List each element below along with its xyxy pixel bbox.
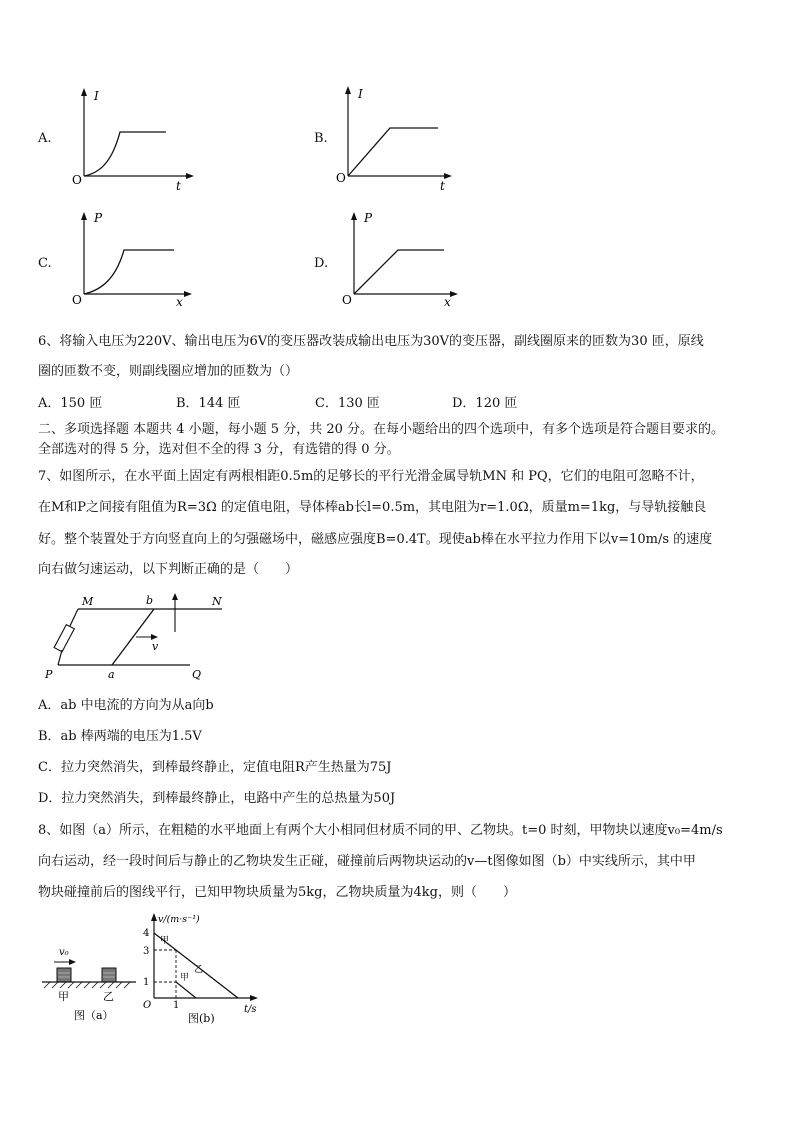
label-Q: Q xyxy=(192,668,202,681)
section2-line1: 二、多项选择题 本题共 4 小题，每小题 5 分，共 20 分。在每小题给出的四个选项中，有多个选项是符合题目要求的。 xyxy=(38,422,725,437)
option-c-letter: C. xyxy=(38,256,52,271)
graph-a-ylabel: I xyxy=(94,89,99,103)
label-v: v xyxy=(152,640,159,653)
graph-a xyxy=(70,88,200,198)
q7-stem-line1: 7、如图所示，在水平面上固定有两根相距0.5m的足够长的平行光滑金属导轨MN 和 PQ，它们的电阻可忽略不计， xyxy=(38,469,704,484)
graph-a-origin: O xyxy=(72,173,82,187)
q7-stem-line2: 在M和P之间接有阻值为R=3Ω 的定值电阻，导体棒ab长l=0.5m，其电阻为r=1.0Ω，质量m=1kg，与导轨接触良 xyxy=(38,500,707,515)
label-M: M xyxy=(82,595,94,608)
q7-option-c[interactable]: C．拉力突然消失，到棒最终静止，定值电阻R产生热量为75J xyxy=(38,760,392,775)
q6-stem-line1: 6、将输入电压为220V、输出电压为6V的变压器改装成输出电压为30V的变压器，副线圈原来的匝数为30 匝，原线 xyxy=(38,334,704,349)
q6-option-d[interactable]: D．120 匝 xyxy=(452,396,518,411)
block-yi-label: 乙 xyxy=(103,990,114,1003)
option-a-letter: A. xyxy=(38,131,52,146)
graph-c-ylabel: P xyxy=(94,211,103,225)
label-jia-before: 甲 xyxy=(160,936,170,946)
graph-d-ylabel: P xyxy=(364,211,373,225)
fig-a-caption: 图（a） xyxy=(74,1009,114,1022)
graph-b xyxy=(334,86,464,196)
q7-rail-figure xyxy=(40,592,240,688)
graph-b-xlabel: t xyxy=(440,179,445,193)
block-jia-label: 甲 xyxy=(58,990,69,1003)
graph-b-ylabel: I xyxy=(358,87,363,101)
graph-d xyxy=(340,210,470,310)
fig-b-origin: O xyxy=(143,1000,152,1011)
label-jia-after: 甲 xyxy=(180,973,190,983)
section2-line2: 全部选对的得 5 分，选对但不全的得 3 分，有选错的得 0 分。 xyxy=(38,442,400,457)
q6-option-b[interactable]: B．144 匝 xyxy=(176,396,241,411)
q6-option-c[interactable]: C．130 匝 xyxy=(315,396,380,411)
q7-stem-line3: 好。整个装置处于方向竖直向上的匀强磁场中，磁感应强度B=0.4T。现使ab棒在水平拉力作用下以v=10m/s 的速度 xyxy=(38,532,713,547)
fig-b-xlabel: t/s xyxy=(244,1004,257,1015)
label-yi-after: 乙 xyxy=(194,965,204,975)
label-a: a xyxy=(108,668,115,681)
q8-stem-line3: 物块碰撞前后的图线平行，已知甲物块质量为5kg，乙物块质量为4kg，则（ ） xyxy=(38,885,516,900)
graph-b-origin: O xyxy=(336,171,346,185)
q7-option-a[interactable]: A．ab 中电流的方向为从a向b xyxy=(38,698,214,713)
graph-d-xlabel: x xyxy=(444,295,451,309)
graph-a-xlabel: t xyxy=(176,179,181,193)
tick-y4: 4 xyxy=(143,928,150,939)
graph-c-xlabel: x xyxy=(176,295,183,309)
label-P: P xyxy=(45,668,53,681)
q6-option-a[interactable]: A．150 匝 xyxy=(38,396,103,411)
q7-stem-line4: 向右做匀速运动，以下判断正确的是（ ） xyxy=(38,562,299,577)
q8-stem-line2: 向右运动，经一段时间后与静止的乙物块发生正碰，碰撞前后两物块运动的v—t图像如图（b）中实线所示，其中甲 xyxy=(38,854,696,869)
fig-b-caption: 图(b) xyxy=(188,1012,215,1025)
option-b-letter: B. xyxy=(314,131,328,146)
q8-stem-line1: 8、如图（a）所示，在粗糙的水平地面上有两个大小相同但材质不同的甲、乙物块。t=0 时刻，甲物块以速度v₀=4m/s xyxy=(38,823,723,838)
q8-figure-b xyxy=(140,912,280,1024)
graph-c xyxy=(70,210,200,310)
tick-y1: 1 xyxy=(143,977,150,988)
v0-label: v₀ xyxy=(59,947,69,958)
label-b: b xyxy=(146,594,154,607)
graph-c-origin: O xyxy=(72,293,82,307)
q6-stem-line2: 圈的匝数不变，则副线圈应增加的匝数为（） xyxy=(38,364,299,379)
graph-d-origin: O xyxy=(342,293,352,307)
label-N: N xyxy=(212,595,222,608)
q7-option-d[interactable]: D．拉力突然消失，到棒最终静止，电路中产生的总热量为50J xyxy=(38,791,396,806)
q8-figure-a xyxy=(40,940,140,1025)
fig-b-ylabel: v/(m·s⁻¹) xyxy=(158,914,200,925)
q7-option-b[interactable]: B．ab 棒两端的电压为1.5V xyxy=(38,729,202,744)
tick-x1: 1 xyxy=(173,1000,180,1011)
option-d-letter: D. xyxy=(314,256,329,271)
tick-y3: 3 xyxy=(143,946,150,957)
